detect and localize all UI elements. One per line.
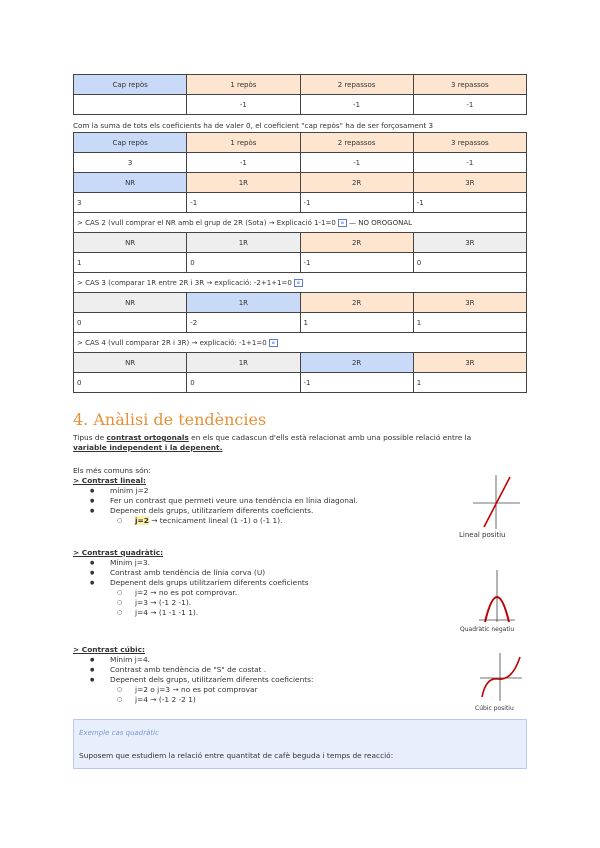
- list-item: ● Contrast amb tendència de línia corva (U): [73, 568, 453, 578]
- table-cell: 0: [187, 373, 300, 393]
- table-row: [74, 313, 527, 333]
- table-row: [74, 353, 527, 373]
- intro-text: en els que cadascun d'ells està relacionat amb una possible relació entre la: [188, 433, 472, 442]
- list-item: ● Fer un contrast que permeti veure una tendència en línia diagonal.: [73, 496, 453, 506]
- link-chip-icon[interactable]: ⊠: [338, 219, 347, 227]
- list-item: ○ j=2 o j=3 → no es pot comprovar: [73, 685, 453, 695]
- common-label: Els més comuns són:: [73, 466, 151, 475]
- table-cell: 0: [74, 313, 187, 333]
- table-row: [74, 75, 527, 95]
- table-1: [73, 74, 527, 115]
- intro-text: Tipus de: [73, 433, 107, 442]
- linear-graph-caption: Lineal positiu: [459, 531, 506, 539]
- table-row: [74, 293, 527, 313]
- table-cell: 0: [187, 253, 300, 273]
- list-item: ○ j=3 → (-1 2 -1).: [73, 598, 453, 608]
- table-cell: -1: [187, 153, 300, 173]
- table-header-cell: 3R: [413, 233, 526, 253]
- cubic-title: > Contrast cúbic:: [73, 645, 146, 654]
- case-4-label: [74, 333, 527, 353]
- table-header-cell: 3R: [413, 173, 526, 193]
- case-4-text: > CAS 4 (vull comparar 2R i 3R) → explicació: -1+1=0: [77, 338, 267, 347]
- table-header-cell: 1 repòs: [187, 133, 300, 153]
- table-cell: -1: [413, 153, 526, 173]
- list-item: [73, 516, 453, 526]
- table-row: [74, 213, 527, 233]
- table-header-cell: Cap repòs: [74, 133, 187, 153]
- quadratic-block: [73, 548, 453, 618]
- table-row: [74, 333, 527, 353]
- link-chip-icon[interactable]: ⊠: [294, 279, 303, 287]
- table-cell: 3: [74, 153, 187, 173]
- table-header-cell: 3R: [413, 353, 526, 373]
- table-header-cell: 3 repassos: [413, 133, 526, 153]
- quadratic-title: > Contrast quadràtic:: [73, 548, 164, 557]
- table-2: [73, 132, 527, 393]
- case-3-label: [74, 273, 527, 293]
- table-header-cell: 3 repassos: [413, 75, 526, 95]
- section-intro: [73, 433, 528, 453]
- tables-area: [73, 74, 527, 393]
- intro-emphasis: variable independent i la depenent.: [73, 443, 223, 452]
- intro-emphasis: contrast ortogonals: [106, 433, 189, 442]
- list-item: ○ j=4 → (1 -1 -1 1).: [73, 608, 453, 618]
- list-item: ● Depenent dels grups utilitzaríem diferents coeficients: [73, 578, 453, 588]
- table-cell: 1: [300, 313, 413, 333]
- table-header-cell: 1R: [187, 233, 300, 253]
- table-cell: [74, 95, 187, 115]
- table-cell: 3: [74, 193, 187, 213]
- section-heading: 4. Anàlisi de tendències: [73, 410, 267, 429]
- table-cell: 0: [74, 373, 187, 393]
- table-header-cell: NR: [74, 353, 187, 373]
- table-header-cell: 3R: [413, 293, 526, 313]
- cubic-graph-caption: Cúbic positiu: [475, 705, 514, 712]
- linear-title: > Contrast lineal:: [73, 476, 147, 485]
- example-title: Exemple cas quadràtic: [79, 729, 159, 737]
- table-cell: -1: [300, 193, 413, 213]
- linear-block: [73, 476, 453, 526]
- list-item: ● Mínim j=3.: [73, 558, 453, 568]
- table-row: [74, 173, 527, 193]
- table-header-cell: 1R: [187, 353, 300, 373]
- table-cell: -2: [187, 313, 300, 333]
- list-text: → tecnicament lineal (1 -1) o (-1 1).: [148, 516, 283, 525]
- table-cell: 0: [413, 253, 526, 273]
- table-cell: -1: [300, 253, 413, 273]
- quadratic-graph-caption: Quadràtic negatiu: [460, 626, 515, 633]
- table-header-cell: NR: [74, 173, 187, 193]
- table-row: [74, 273, 527, 293]
- table-cell: 1: [413, 313, 526, 333]
- table-row: [74, 95, 527, 115]
- table-row: [74, 253, 527, 273]
- table-cell: -1: [413, 95, 526, 115]
- table-cell: -1: [413, 193, 526, 213]
- table-header-cell: 2 repassos: [300, 133, 413, 153]
- example-text: Suposem que estudiem la relació entre quantitat de cafè beguda i temps de reacció:: [79, 751, 394, 760]
- table-header-cell: 2R: [300, 353, 413, 373]
- list-item: ● Depenent dels grups, utilitzaríem diferents coeficients.: [73, 506, 453, 516]
- table-header-cell: NR: [74, 293, 187, 313]
- table-row: [74, 133, 527, 153]
- coefficient-note: Com la suma de tots els coeficients ha de valer 0, el coeficient "cap repòs" ha de ser forçosament 3: [73, 121, 434, 130]
- case-3-text: > CAS 3 (comparar 1R entre 2R i 3R → explicació: -2+1+1=0: [77, 278, 292, 287]
- list-item: ● Mínim j=4.: [73, 655, 453, 665]
- list-item: ○ j=4 → (-1 2 -2 1): [73, 695, 453, 705]
- table-row: [74, 373, 527, 393]
- table-header-cell: 1R: [187, 173, 300, 193]
- table-header-cell: NR: [74, 233, 187, 253]
- table-row: [74, 233, 527, 253]
- table-row: [74, 153, 527, 173]
- cubic-graph-image: [478, 651, 524, 703]
- table-cell: -1: [187, 193, 300, 213]
- table-cell: 1: [74, 253, 187, 273]
- table-header-cell: 1R: [187, 293, 300, 313]
- table-cell: 1: [413, 373, 526, 393]
- table-header-cell: Cap repòs: [74, 75, 187, 95]
- table-header-cell: 2 repassos: [300, 75, 413, 95]
- case-2-suffix: — NO OROGONAL: [349, 218, 413, 227]
- quadratic-graph-image: [477, 568, 517, 624]
- table-row: [74, 193, 527, 213]
- table-header-cell: 2R: [300, 233, 413, 253]
- table-header-cell: 1 repòs: [187, 75, 300, 95]
- highlight-text: j=2: [135, 516, 149, 525]
- table-cell: -1: [300, 153, 413, 173]
- cubic-block: [73, 645, 453, 705]
- case-2-label: [74, 213, 527, 233]
- table-cell: -1: [300, 373, 413, 393]
- link-chip-icon[interactable]: ⊠: [269, 339, 278, 347]
- table-cell: -1: [300, 95, 413, 115]
- table-header-cell: 2R: [300, 173, 413, 193]
- case-2-text: > CAS 2 (vull comprar el NR amb el grup de 2R (Sota) → Explicació 1-1=0: [77, 218, 336, 227]
- list-item: ○ j=2 → no es pot comprovar.: [73, 588, 453, 598]
- linear-graph-image: [470, 473, 522, 531]
- list-item: ● mínim j=2: [73, 486, 453, 496]
- table-header-cell: 2R: [300, 293, 413, 313]
- list-item: ● Contrast amb tendència de "S" de costat .: [73, 665, 453, 675]
- list-item: ● Depenent dels grups, utilitzaríem diferents coeficients:: [73, 675, 453, 685]
- example-callout: [73, 719, 527, 769]
- table-cell: -1: [187, 95, 300, 115]
